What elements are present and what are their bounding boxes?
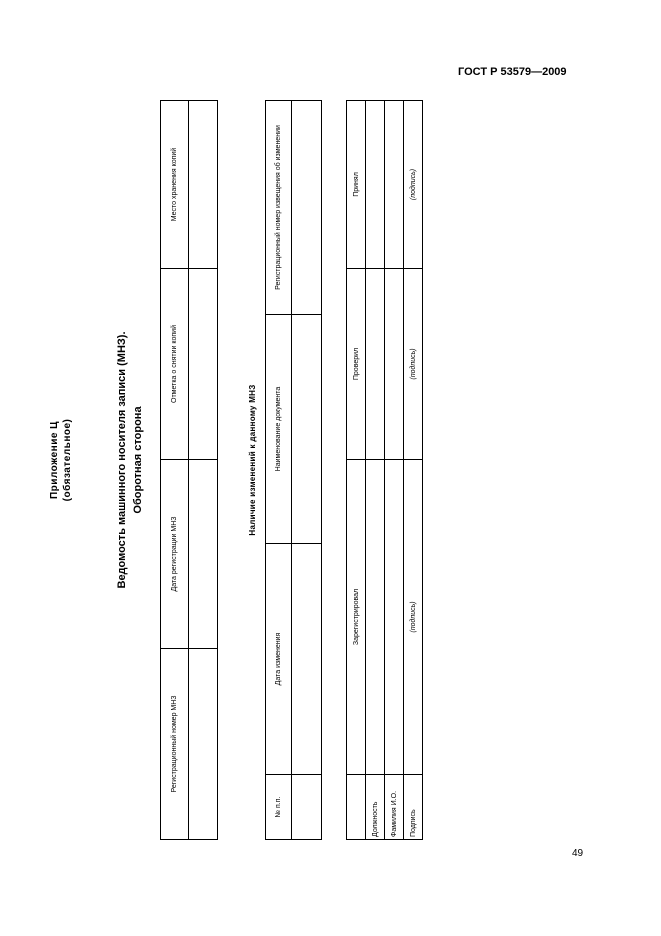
- document-code: ГОСТ Р 53579—2009: [458, 66, 567, 78]
- signatures-table: [346, 100, 423, 840]
- table-cell: [189, 649, 218, 840]
- header-notice-number: Регистрационный номер извещения об изменении: [266, 101, 292, 315]
- table-cell: [292, 544, 322, 775]
- signature-note: (подпись): [404, 269, 423, 460]
- header-storage-place: Место хранения копий: [161, 101, 189, 269]
- table-cell: [366, 269, 385, 460]
- page-subtitle: Оборотная сторона: [132, 406, 144, 514]
- table-header-row: [161, 101, 189, 840]
- table-cell: [366, 101, 385, 269]
- section-title: Наличие изменений к данному МНЗ: [248, 384, 257, 536]
- header-reg-number: Регистрационный номер МНЗ: [161, 649, 189, 840]
- media-register-table: [160, 100, 218, 840]
- header-document-name: Наименование документа: [266, 315, 292, 544]
- page-title: Ведомость машинного носителя записи (МНЗ).: [116, 331, 128, 589]
- signature-note: (подпись): [404, 101, 423, 269]
- header-copy-mark: Отметка о снятии копий: [161, 269, 189, 460]
- table-cell: [347, 775, 366, 840]
- header-checked: Проверил: [347, 269, 366, 460]
- header-item-number: № п.п.: [266, 775, 292, 840]
- row-label-position: Должность: [366, 775, 385, 840]
- row-label-name: Фамилия И.О.: [385, 775, 404, 840]
- table-header-row: [266, 101, 292, 840]
- header-accepted: Принял: [347, 101, 366, 269]
- table-row: [404, 101, 423, 840]
- table-cell: [189, 460, 218, 649]
- table-row: [366, 101, 385, 840]
- row-label-signature: Подпись: [404, 775, 423, 840]
- table-cell: [385, 460, 404, 775]
- table-cell: [292, 101, 322, 315]
- page-number: 49: [572, 848, 584, 859]
- rotated-content: [40, 80, 640, 840]
- header-reg-date: Дата регистрации МНЗ: [161, 460, 189, 649]
- table-row: [292, 101, 322, 840]
- changes-table: [265, 100, 322, 840]
- table-cell: [189, 101, 218, 269]
- appendix-heading: [48, 410, 74, 510]
- signature-note: (подпись): [404, 460, 423, 775]
- table-cell: [292, 775, 322, 840]
- table-row: [189, 101, 218, 840]
- appendix-title: Приложение Ц: [49, 421, 60, 499]
- table-row: [385, 101, 404, 840]
- header-change-date: Дата изменения: [266, 544, 292, 775]
- table-cell: [385, 101, 404, 269]
- table-cell: [366, 460, 385, 775]
- table-cell: [385, 269, 404, 460]
- table-cell: [292, 315, 322, 544]
- table-cell: [189, 269, 218, 460]
- appendix-status: (обязательное): [62, 418, 73, 502]
- header-registered: Зарегистрировал: [347, 460, 366, 775]
- table-header-row: [347, 101, 366, 840]
